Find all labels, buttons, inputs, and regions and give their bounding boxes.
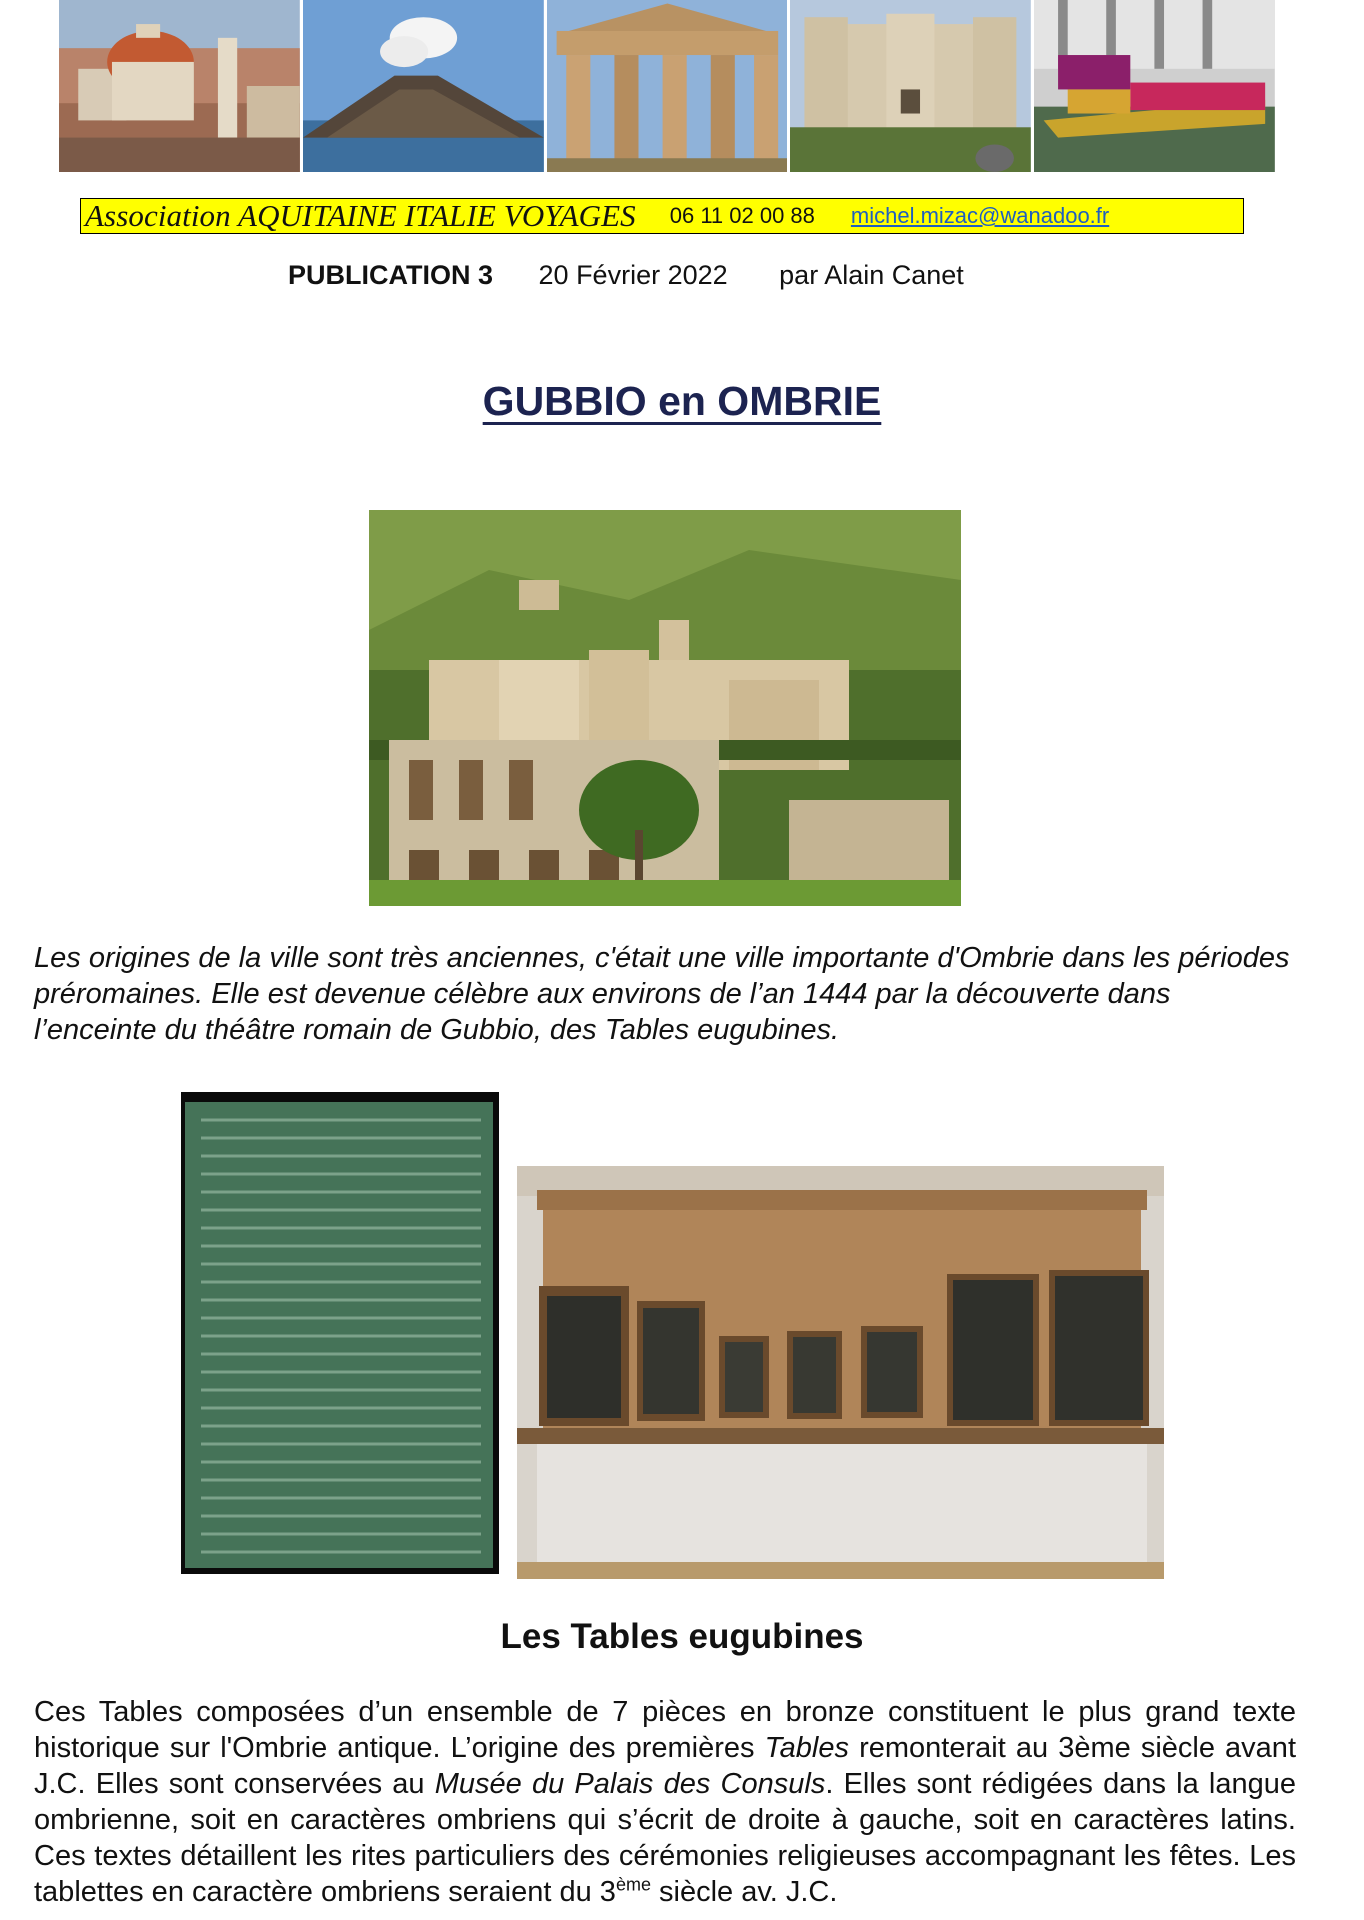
tables-paragraph-part1: Ces Tables composées d’un ensemble de 7 pièces en bronze constituent le plus grand texte historique sur l'Ombrie antique. L’origine des premières [34, 1696, 1296, 1764]
email-link[interactable]: michel.mizac@wanadoo.fr [850, 203, 1110, 228]
phone-number: 06 11 02 00 88 [669, 203, 815, 228]
page-title [0, 378, 1364, 425]
tables-paragraph-part4: siècle av. J.C. [650, 1876, 838, 1908]
stromboli-volcano-photo [303, 0, 544, 172]
venice-regatta-photo [1034, 0, 1275, 172]
castel-del-monte-photo [790, 0, 1031, 172]
header-photo-strip [59, 0, 1275, 172]
segesta-temple-photo [547, 0, 788, 172]
tables-paragraph [34, 1694, 1296, 1910]
publication-label: PUBLICATION 3 [288, 260, 494, 290]
publication-date: 20 Février 2022 [538, 260, 728, 290]
section-heading: Les Tables eugubines [500, 1617, 864, 1656]
tables-paragraph-part3: . Elles sont rédigées dans la langue ombrienne, soit en caractères ombriens qui s’écrit de droite à gauche, soit en caractères latins. Ces textes détaillent les rites particuliers des cérémonies religieuses accompagnant les fêtes. Les tablettes en caractère ombriens seraient du 3 [34, 1768, 1297, 1908]
florence-duomo-photo [59, 0, 300, 172]
bronze-tablet-photo [181, 1092, 499, 1574]
intro-paragraph: Les origines de la ville sont très anciennes, c'était une ville importante d'Ombrie dans les périodes préromaines. Elle est devenue célèbre aux environs de l’an 1444 par la découverte dans l’enceinte du théâtre romain de Gubbio, des Tables eugubines. [34, 942, 1290, 1046]
publication-line [288, 260, 964, 291]
tables-paragraph-emphasis-tables: Tables [764, 1732, 849, 1764]
page-title-text: GUBBIO en OMBRIE [482, 378, 882, 424]
tables-paragraph-part2: remonterait au 3ème siècle avant J.C. Elles sont conservées au [34, 1732, 1296, 1800]
association-banner [80, 198, 1244, 234]
museum-display-photo [517, 1166, 1164, 1579]
gubbio-panorama-photo [369, 510, 961, 906]
tables-paragraph-superscript: ème [615, 1874, 651, 1895]
publication-author: par Alain Canet [779, 260, 964, 290]
association-name: Association AQUITAINE ITALIE VOYAGES [85, 198, 636, 233]
tables-paragraph-emphasis-museum: Musée du Palais des Consuls [434, 1768, 826, 1800]
